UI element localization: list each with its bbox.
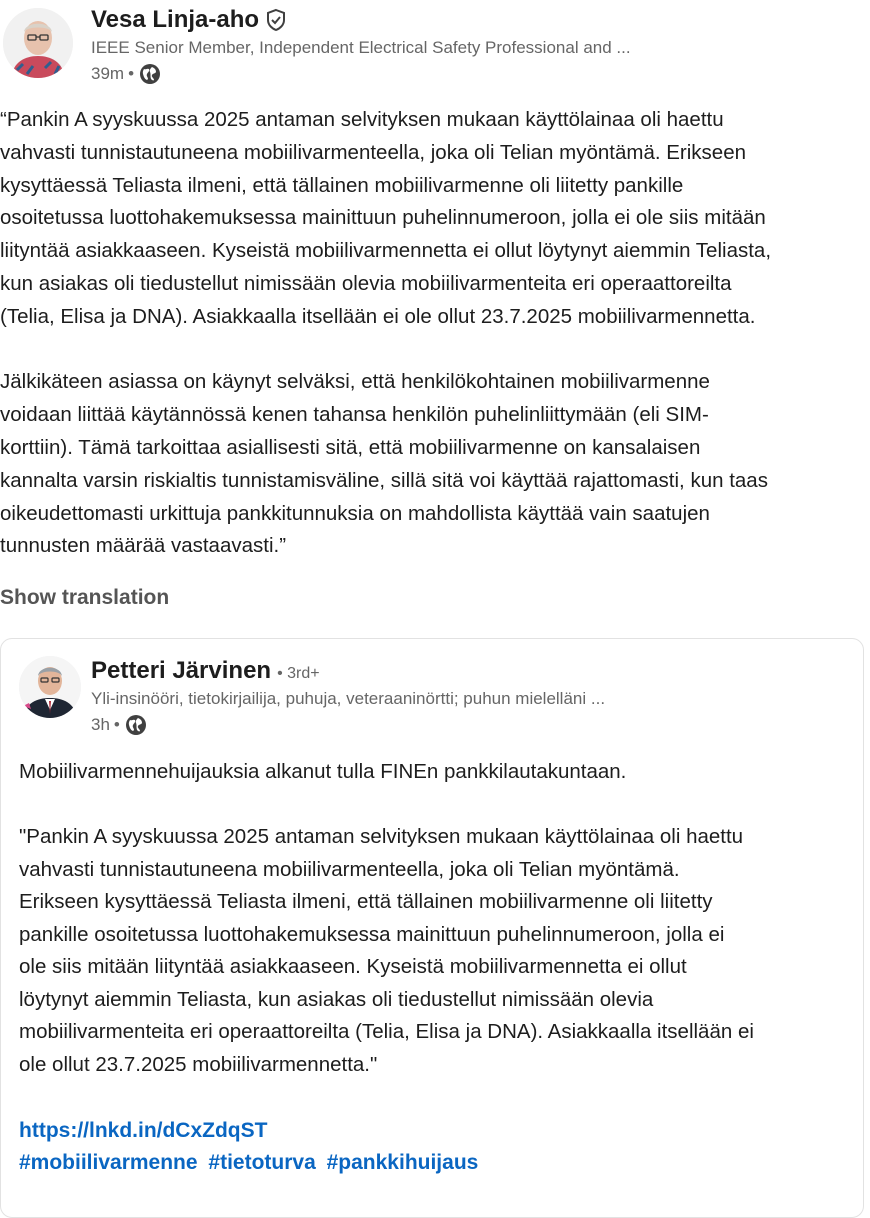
hashtag-link[interactable]: #pankkihuijaus bbox=[326, 1151, 479, 1174]
hashtag-link[interactable]: #tietoturva bbox=[208, 1151, 316, 1174]
shared-post-paragraph: "Pankin A syyskuussa 2025 antaman selvityksen mukaan käyttölainaa oli haettu vahvasti tunnistautuneena mobiilivarmenteella, joka oli Telian myöntämä. Erikseen kysyttäessä Teliasta ilmeni, että tällainen mobiilivarmenne oli liitetty pankille osoitetussa luottohakemuksessa mainittuun puhelinnumeroon, jolla ei ole siis mitään liityntää asiakkaaseen. Kyseistä mobiilivarmennetta ei ollut löytynyt aiemmin Teliasta, kun asiakas oli tiedustellut nimissään olevia mobiilivarmenteita eri operaattoreilta (Telia, Elisa ja DNA). Asiakkaalla itsellään ei ole ollut 23.7.2025 mobiilivarmennetta." bbox=[19, 825, 754, 1076]
post-body bbox=[0, 104, 866, 563]
author-avatar[interactable] bbox=[3, 8, 73, 78]
author-post-meta bbox=[91, 63, 161, 85]
shared-post-time: 3h bbox=[91, 715, 110, 734]
author-name-text[interactable]: Vesa Linja-aho bbox=[91, 6, 260, 33]
shared-author-avatar[interactable] bbox=[19, 656, 81, 718]
globe-icon bbox=[139, 63, 161, 85]
author-avatar-image bbox=[3, 8, 73, 78]
post-paragraph: “Pankin A syyskuussa 2025 antaman selvityksen mukaan käyttölainaa oli haettu vahvasti tunnistautuneena mobiilivarmenteella, joka oli Telian myöntämä. Erikseen kysyttäessä Teliasta ilmeni, että tällainen mobiilivarmenne oli liitetty pankille osoitetussa luottohakemuksessa mainittuun puhelinnumeroon, jolla ei ole siis mitään liityntää asiakkaaseen. Kyseistä mobiilivarmennetta ei ollut löytynyt aiemmin Teliasta, kun asiakas oli tiedustellut nimissään olevia mobiilivarmenteita eri operaattoreilta (Telia, Elisa ja DNA). Asiakkaalla itsellään ei ole ollut 23.7.2025 mobiilivarmennetta. bbox=[0, 108, 772, 328]
shared-author-avatar-image bbox=[19, 656, 81, 718]
shared-post-links bbox=[19, 1115, 483, 1179]
connection-degree: • 3rd+ bbox=[277, 665, 320, 682]
shared-author-name bbox=[91, 657, 320, 685]
author-name[interactable] bbox=[91, 6, 287, 34]
show-translation-button[interactable]: Show translation bbox=[0, 586, 170, 609]
shared-post-meta bbox=[91, 714, 147, 736]
shared-post-body bbox=[19, 756, 845, 1081]
shared-author-headline: Yli-insinööri, tietokirjailija, puhuja, veteraaninörtti; puhun mielelläni ... bbox=[91, 689, 606, 708]
shared-post-paragraph: Mobiilivarmennehuijauksia alkanut tulla FINEn pankkilautakuntaan. bbox=[19, 760, 627, 783]
shield-check-icon bbox=[265, 8, 287, 32]
shared-author-name-text[interactable]: Petteri Järvinen bbox=[91, 657, 272, 684]
author-headline: IEEE Senior Member, Independent Electrical Safety Professional and ... bbox=[91, 38, 631, 57]
shared-post-card[interactable] bbox=[0, 638, 864, 1218]
meta-separator: • bbox=[113, 715, 120, 734]
post-paragraph: Jälkikäteen asiassa on käynyt selväksi, että henkilökohtainen mobiilivarmenne voidaan liittää käytännössä kenen tahansa henkilön puhelinliittymään (eli SIM- korttiin). Tämä tarkoittaa asiallisesti sitä, että mobiilivarmenne on kansalaisen kannalta varsin riskialtis tunnistamisväline, sillä sitä voi käyttää rajattomasti, kun taas oikeudettomasti urkittuja pankkitunnuksia on mahdollista käyttää vain saatujen tunnusten määrää vastaavasti.” bbox=[0, 370, 768, 558]
hashtag-link[interactable]: #mobiilivarmenne bbox=[19, 1151, 198, 1174]
post-time: 39m bbox=[91, 64, 125, 83]
meta-separator: • bbox=[128, 64, 135, 83]
short-link[interactable]: https://lnkd.in/dCxZdqST bbox=[19, 1119, 268, 1142]
globe-icon bbox=[125, 714, 147, 736]
post-author-header bbox=[0, 0, 870, 96]
